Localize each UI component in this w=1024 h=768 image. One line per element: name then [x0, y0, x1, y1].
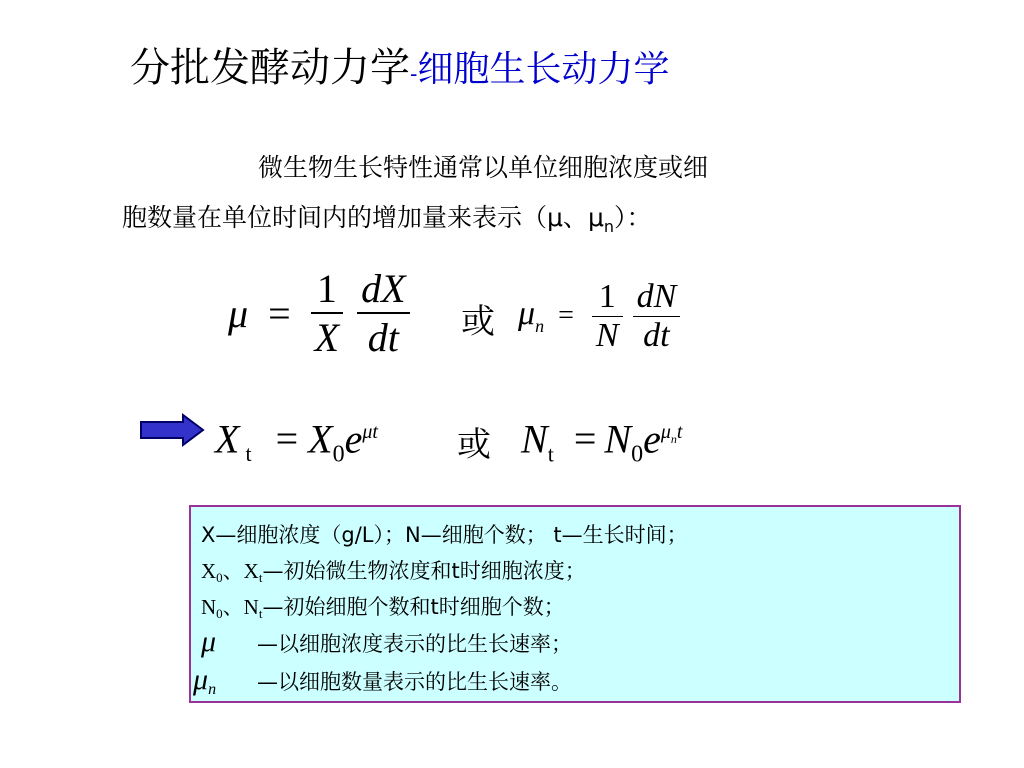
- legend-line-1: X—细胞浓度（g/L）；N—细胞个数； t—生长时间；: [201, 523, 688, 547]
- paragraph-line-2-prefix: 胞数量在单位时间内的增加量来表示（: [122, 203, 548, 232]
- eq1-frac1-num: 1: [316, 266, 337, 311]
- paragraph-separator: 、: [562, 203, 588, 232]
- eq2-x0: X: [308, 416, 333, 462]
- eq2-n0: N: [604, 416, 632, 462]
- eq1-fraction-1: [311, 265, 343, 361]
- eq2-x-sub: t: [245, 441, 252, 467]
- eq1-fraction-2: [357, 265, 409, 361]
- legend-line-4: [201, 625, 572, 659]
- paragraph-line-2: [122, 205, 652, 235]
- paragraph-line-2-suffix: ）：: [613, 203, 652, 232]
- eq1-frac3-den: N: [595, 316, 619, 354]
- eq1-fraction-4: [633, 278, 681, 355]
- legend-x0-sub: 0: [216, 570, 223, 585]
- equation-growth-x: [215, 402, 378, 484]
- right-arrow-icon: [139, 413, 205, 447]
- eq2-exp2-t: t: [676, 421, 683, 443]
- legend-xt: X: [243, 559, 259, 583]
- legend-line-2: [201, 555, 586, 586]
- eq1-lhs2: [518, 295, 544, 337]
- eq1-or: 或: [461, 302, 495, 342]
- legend-mu-n-sub: n: [208, 681, 217, 699]
- mu-n-subscript: n: [603, 217, 614, 236]
- slide-title: [130, 45, 670, 91]
- eq2-n: N: [521, 416, 548, 462]
- eq2-equals-2: =: [573, 416, 597, 462]
- eq1-lhs: μ: [228, 290, 249, 336]
- mu-n-symbol: μ: [587, 203, 604, 232]
- legend-line-2-text: —初始微生物浓度和t时细胞浓度；: [262, 559, 586, 583]
- equation-mu: [228, 263, 410, 363]
- eq1-frac4-den: dt: [643, 316, 670, 354]
- legend-box: [189, 505, 961, 703]
- eq1-frac2-num: dX: [361, 266, 406, 311]
- eq2-exp2-mu: μ: [660, 421, 671, 443]
- eq1-equals-2: =: [558, 300, 574, 331]
- legend-line-5: [193, 663, 572, 699]
- eq2-exp2-sub: n: [670, 432, 677, 446]
- eq2-e: e: [344, 416, 363, 462]
- eq2-x: X: [215, 416, 240, 462]
- eq1-equals: =: [268, 290, 291, 336]
- legend-mu-n: μ: [193, 663, 209, 696]
- eq1-frac1-den: X: [314, 315, 340, 360]
- title-sub: 细胞生长动力学: [417, 49, 670, 90]
- legend-nt: N: [243, 595, 259, 619]
- legend-xt-sub: t: [258, 570, 263, 585]
- eq1-frac3-num: 1: [598, 277, 616, 315]
- legend-line-3: [201, 591, 565, 622]
- eq1-lhs2-base: μ: [518, 295, 536, 333]
- mu-symbol: μ: [547, 203, 563, 232]
- legend-line-4-text: —以细胞浓度表示的比生长速率；: [257, 632, 572, 656]
- eq1-lhs2-sub: n: [535, 315, 545, 336]
- eq1-fraction-3: [592, 278, 623, 355]
- title-separator: -: [410, 62, 418, 87]
- legend-mu: μ: [201, 625, 217, 658]
- legend-nt-sub: t: [258, 606, 263, 621]
- eq2-exponent: μt: [362, 421, 378, 443]
- eq2-e-2: e: [643, 416, 661, 462]
- eq2-or: 或: [457, 425, 491, 465]
- eq2-equals: =: [275, 416, 299, 462]
- eq2-x0-sub: 0: [332, 441, 345, 468]
- legend-sep-2: 、: [222, 595, 244, 619]
- eq1-frac4-num: dN: [636, 277, 677, 315]
- legend-line-3-text: —初始细胞个数和t时细胞个数；: [262, 595, 565, 619]
- equation-mu-n: [518, 268, 680, 364]
- legend-n0-sub: 0: [216, 606, 223, 621]
- legend-line-5-text: —以细胞数量表示的比生长速率。: [257, 670, 572, 694]
- legend-sep: 、: [222, 559, 244, 583]
- eq2-n-sub: t: [547, 441, 554, 467]
- eq1-frac2-den: dt: [367, 315, 399, 360]
- title-main: 分批发酵动力学: [130, 45, 410, 91]
- paragraph-line-1: 微生物生长特性通常以单位细胞浓度或细: [258, 153, 709, 182]
- eq2-n0-sub: 0: [631, 441, 644, 468]
- equation-growth-n: [521, 402, 682, 484]
- legend-n0: N: [201, 595, 217, 619]
- legend-x0: X: [201, 559, 217, 583]
